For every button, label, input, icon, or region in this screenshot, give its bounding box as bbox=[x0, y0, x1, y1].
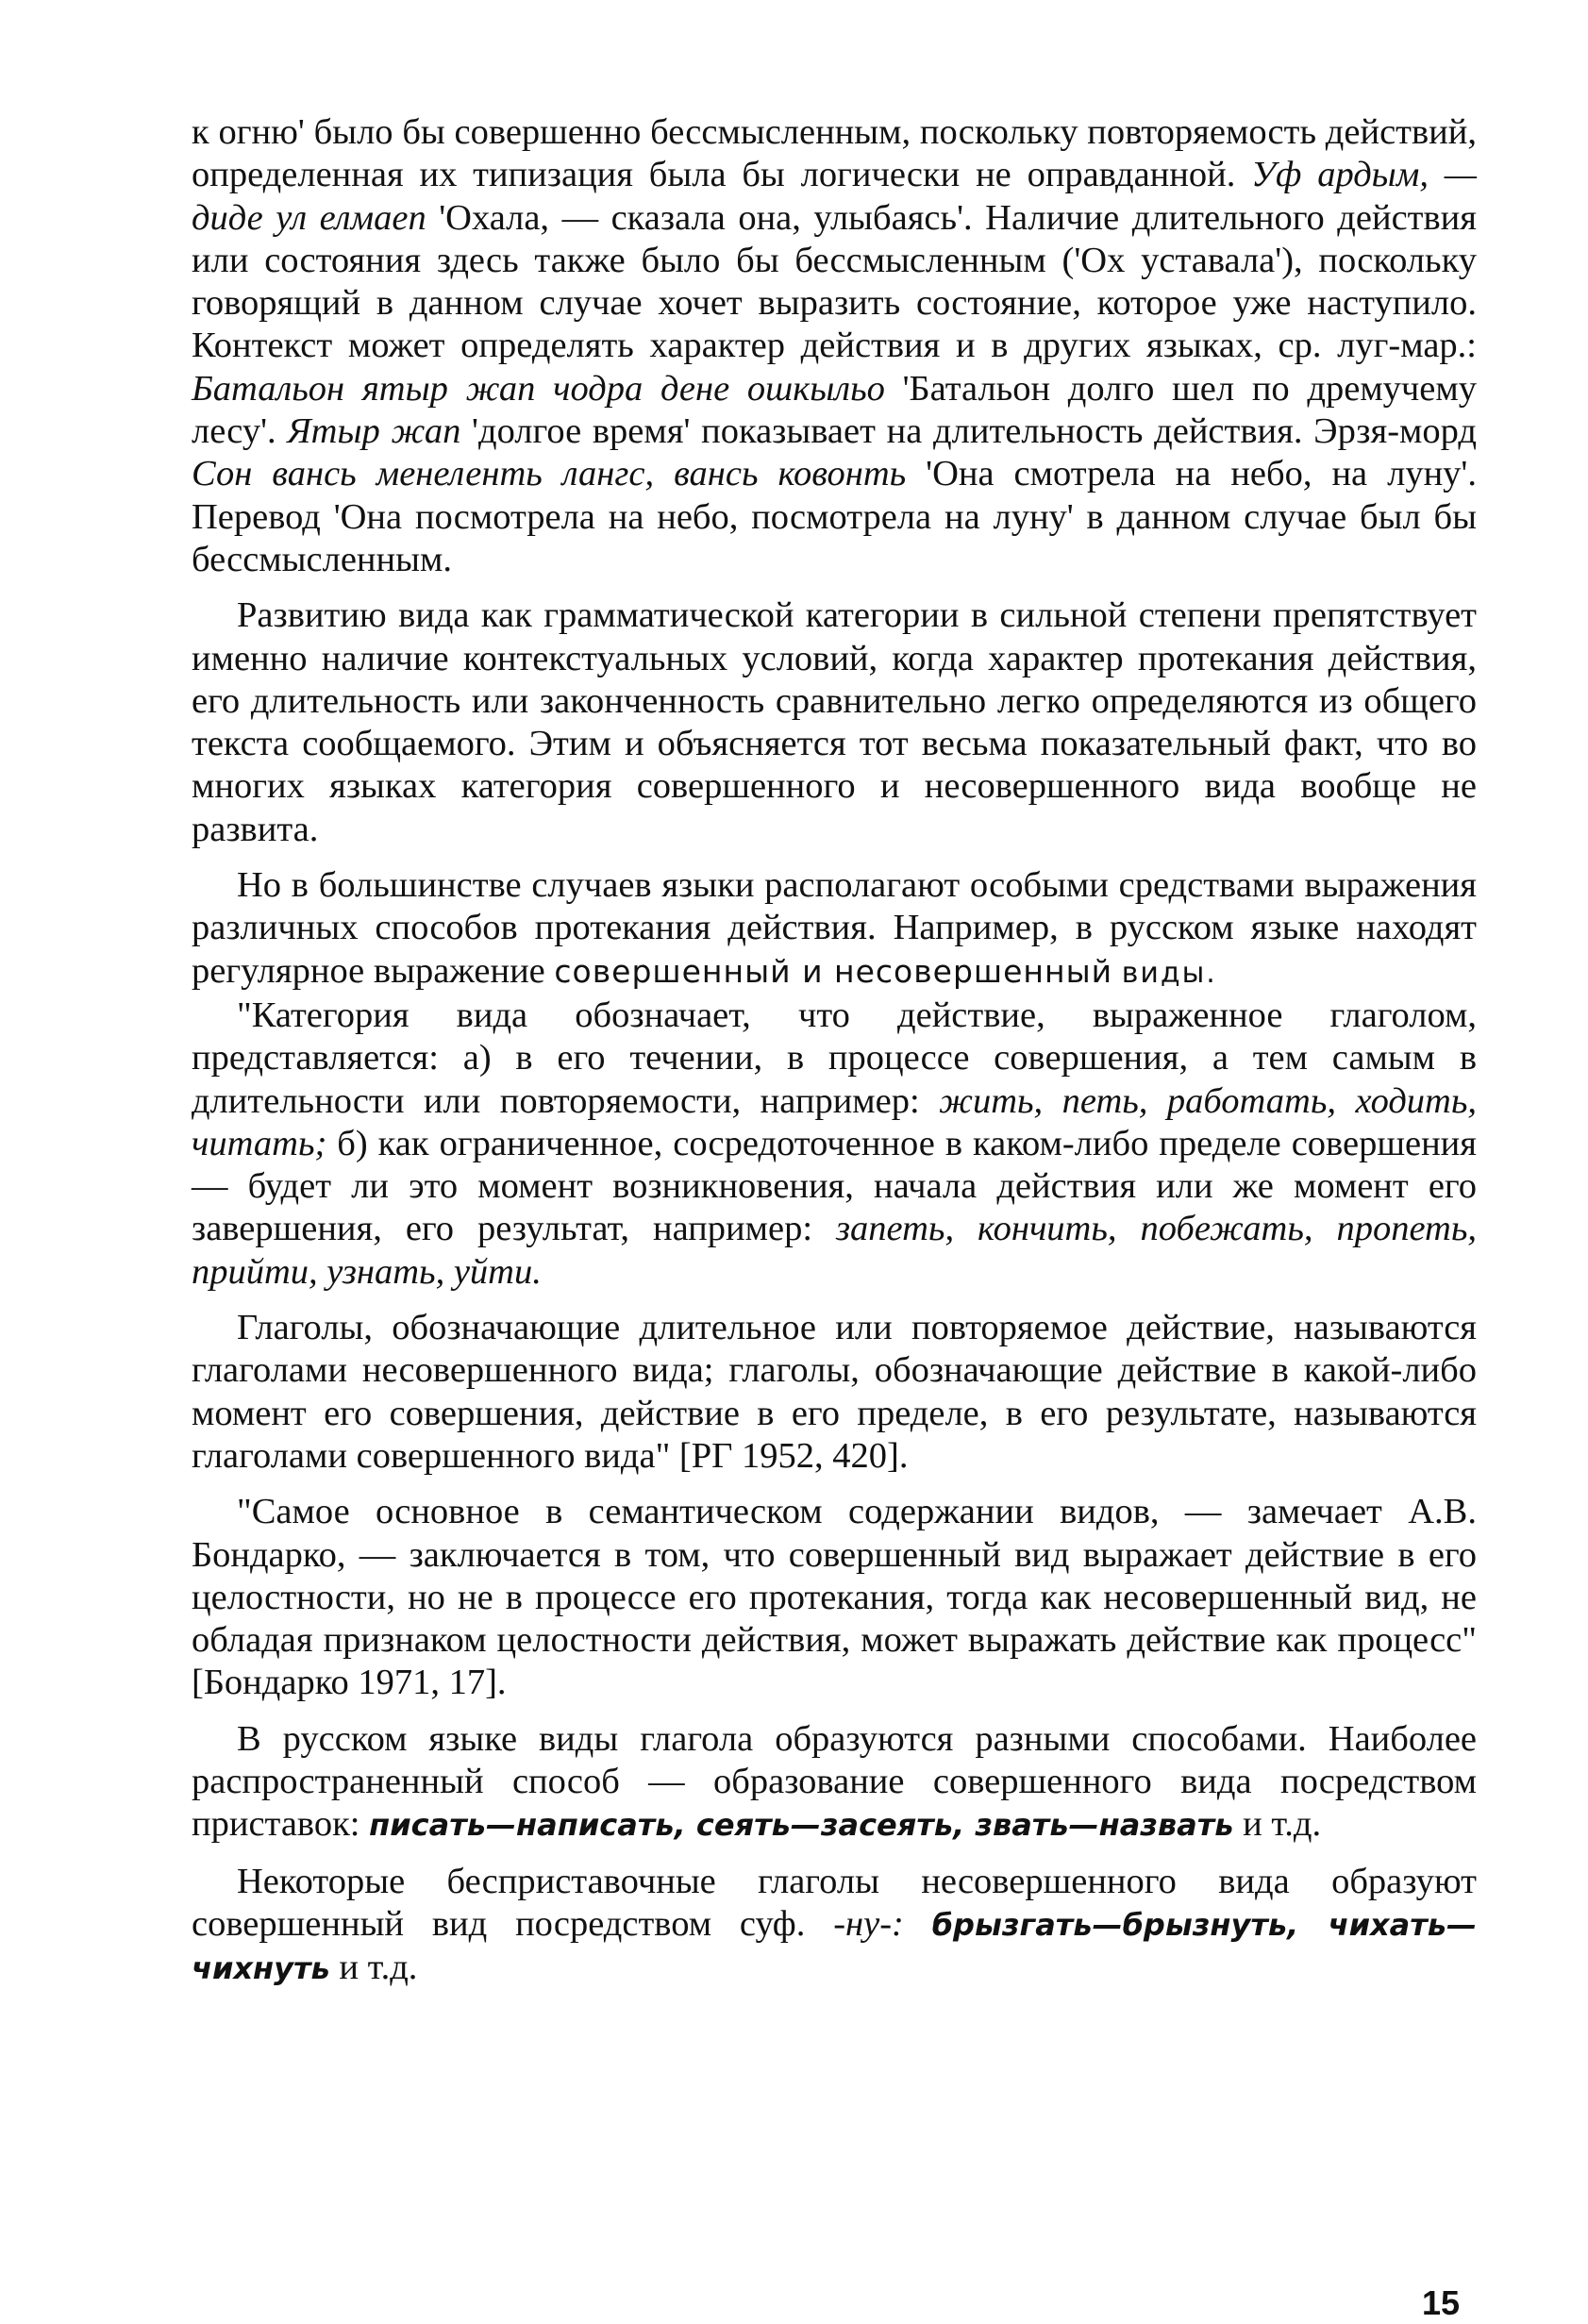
paragraph-7 bbox=[192, 1718, 1477, 1847]
paragraph-1 bbox=[192, 111, 1477, 581]
paragraph-4 bbox=[192, 995, 1477, 1294]
prefix-examples: писать—написать, сеять—засеять, звать—назвать bbox=[369, 1807, 1234, 1844]
quote-text: Глаголы, обозначающие длительное или повторяемое действие, называются глаголами несовершенного вида; глаголы, обозначающие действие в какой-либо момент его совершения, действие в его пределе, в его результате, называются глаголами совершенного вида" [РГ 1952, 420]. bbox=[192, 1308, 1477, 1476]
suffix-examples: брызгать—брызнуть, чихать—чихнуть bbox=[192, 1906, 1477, 1987]
text-run: к огню' было бы совершенно бессмысленным, поскольку повторяемость действий, определенная их типизация была бы логически не оправданной. bbox=[192, 112, 1477, 195]
paragraph-6 bbox=[192, 1491, 1477, 1704]
imperfective-examples: жить, петь, работать, ходить, читать; bbox=[192, 1080, 1477, 1163]
text-run: и т.д. bbox=[1233, 1804, 1322, 1845]
text-column bbox=[192, 111, 1477, 1990]
erzya-example: Сон вансь менеленть лангс, вансь ковонть bbox=[192, 454, 907, 494]
text-run: 'Охала, — сказала она, улыбаясь'. Наличие длительного действия или состояния здесь также было бы бессмысленным ('Ох уставала'), поскольку говорящий в данном случае хочет выразить состояние, которое уже наступило. Контекст может определять характер действия и в других языках, ср. луг-мар.: bbox=[192, 197, 1477, 366]
quote-text: б) как ограниченное, сосредоточенное в каком-либо пределе совершения — будет ли это момент возникновения, начала действия или же момент его завершения, его результат, например: bbox=[192, 1123, 1477, 1249]
text-run: Развитию вида как грамматической категории в сильной степени препятствует именно наличие контекстуальных условий, когда характер протекания действия, его длительность или законченность сравнительно легко определяются из общего текста сообщаемого. Этим и объясняется тот весьма показательный факт, что во многих языках категория совершенного и несовершенного вида вообще не развита. bbox=[192, 595, 1477, 849]
paragraph-3 bbox=[192, 864, 1477, 995]
mari-example: Батальон ятыр жап чодра дене ошкыльо bbox=[192, 368, 885, 409]
quote-text: "Категория вида обозначает, что действие, выраженное глаголом, представляется: а) в его течении, в процессе совершения, а тем самым в длительности или повторяемости, например: bbox=[192, 995, 1477, 1121]
text-run: 'Она смотрела на небо, на луну'. Перевод 'Она посмотрела на небо, посмотрела на луну' в данном случае был бы бессмысленным. bbox=[192, 454, 1477, 579]
mari-phrase: Ятыр жап bbox=[287, 411, 461, 452]
text-run bbox=[904, 1904, 932, 1944]
text-run: 'Батальон долго шел по дремучему лесу'. bbox=[192, 368, 1477, 452]
paragraph-2 bbox=[192, 594, 1477, 851]
suffix-label: -ну-: bbox=[833, 1903, 904, 1944]
spaced-term: совершенный и несовершенный bbox=[554, 952, 1113, 990]
paragraph-5 bbox=[192, 1307, 1477, 1478]
text-run: 'долгое время' показывает на длительность действия. Эрзя-морд bbox=[460, 411, 1477, 452]
text-run: В русском языке виды глагола образуются разными способами. Наиболее распространенный способ — образование совершенного вида посредством приставок: bbox=[192, 1718, 1477, 1845]
page-number: 15 bbox=[1422, 2283, 1461, 2322]
tatar-example: Уф ардым, — диде ул елмаеп bbox=[192, 155, 1477, 238]
text-run bbox=[1112, 951, 1122, 991]
bondarko-quote: "Самое основное в семантическом содержании видов, — замечает А.В. Бондарко, — заключается в том, что совершенный вид выражает действие в его целостности, но не в процессе его протекания, тогда как несовершенный вид, не обладая признаком целостности действия, может выражать действие как процесс" [Бондарко 1971, 17]. bbox=[192, 1492, 1477, 1703]
spaced-term: виды. bbox=[1121, 956, 1217, 990]
text-run: и т.д. bbox=[329, 1948, 418, 1988]
text-run: Некоторые бесприставочные глаголы несовершенного вида образуют совершенный вид посредством суф. bbox=[192, 1861, 1477, 1944]
text-run: Но в большинстве случаев языки располагают особыми средствами выражения различных способов протекания действия. Например, в русском языке находят регулярное выражение bbox=[192, 865, 1477, 991]
paragraph-8 bbox=[192, 1861, 1477, 1991]
perfective-examples: запеть, кончить, побежать, пропеть, прийти, узнать, уйти. bbox=[192, 1209, 1477, 1292]
